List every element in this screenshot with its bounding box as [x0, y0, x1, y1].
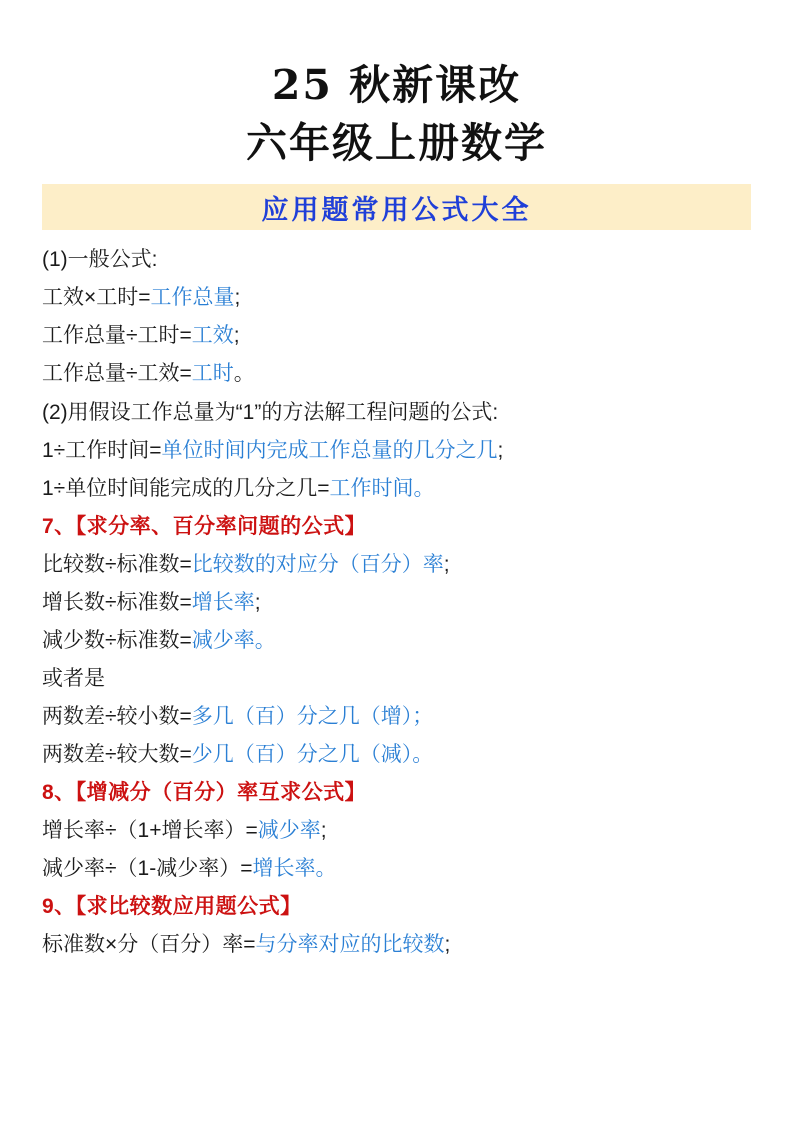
formula-content [42, 243, 751, 961]
formula-text: 1÷单位时间能完成的几分之几= [42, 476, 330, 500]
formula-text: ; [233, 324, 240, 348]
formula-text: 工作总量÷工时= [42, 324, 192, 348]
formula-line [42, 243, 751, 277]
formula-answer-text: 多几（百）分之几（增）； [191, 704, 434, 728]
formula-text: 9、【求比较数应用题公式】 [42, 894, 302, 918]
formula-answer-text: 工作总量 [150, 286, 235, 310]
formula-text: ; [444, 932, 451, 956]
formula-text: 增长率÷（1+增长率）= [42, 818, 258, 842]
formula-text: 或者是 [42, 666, 105, 690]
formula-text: (2)用假设工作总量为“1”的方法解工程问题的公式: [42, 400, 499, 424]
formula-line [42, 928, 751, 962]
formula-text: 。 [233, 362, 255, 386]
formula-line [42, 624, 751, 658]
formula-section-heading [42, 510, 751, 544]
formula-answer-text: 工效 [191, 324, 234, 348]
formula-text: 两数差÷较大数= [42, 742, 192, 766]
page-title-line-2: 六年级上册数学 [246, 119, 547, 168]
formula-line [42, 662, 751, 696]
formula-text: 增长数÷标准数= [42, 590, 192, 614]
formula-line [42, 319, 751, 353]
formula-answer-text: 工作时间。 [329, 476, 435, 500]
formula-section-heading [42, 776, 751, 810]
formula-text: 1÷工作时间= [42, 438, 162, 462]
formula-text: ; [320, 818, 327, 842]
section-banner-label: 应用题常用公式大全 [261, 194, 532, 226]
formula-line [42, 738, 751, 772]
formula-line [42, 396, 751, 430]
formula-answer-text: 减少率 [257, 818, 321, 842]
formula-text: ; [497, 438, 504, 462]
formula-answer-text: 少几（百）分之几（减）。 [191, 742, 434, 766]
formula-text: (1)一般公式: [42, 248, 158, 272]
formula-text: ; [234, 286, 241, 310]
document-title-block [42, 0, 751, 172]
formula-line [42, 434, 751, 468]
formula-line [42, 814, 751, 848]
formula-line [42, 357, 751, 391]
formula-line [42, 700, 751, 734]
formula-answer-text: 与分率对应的比较数 [255, 932, 445, 956]
formula-line [42, 548, 751, 582]
formula-text: 减少率÷（1-减少率）= [42, 856, 253, 880]
formula-text: ; [443, 552, 450, 576]
formula-line [42, 472, 751, 506]
formula-text: 比较数÷标准数= [42, 552, 192, 576]
formula-section-heading [42, 890, 751, 924]
formula-text: 两数差÷较小数= [42, 704, 192, 728]
formula-line [42, 852, 751, 886]
formula-text: 工效×工时= [42, 286, 151, 310]
formula-text: 工作总量÷工效= [42, 362, 192, 386]
formula-text: 8、【增减分（百分）率互求公式】 [42, 780, 367, 804]
formula-answer-text: 比较数的对应分（百分）率 [191, 552, 444, 576]
formula-text: ; [254, 590, 261, 614]
formula-answer-text: 增长率。 [252, 856, 337, 880]
formula-line [42, 281, 751, 315]
formula-text: 7、【求分率、百分率问题的公式】 [42, 514, 367, 538]
formula-answer-text: 增长率 [191, 590, 255, 614]
formula-text: 减少数÷标准数= [42, 628, 192, 652]
page-title-line-1: 25 秋新课改 [271, 61, 522, 109]
formula-line [42, 586, 751, 620]
section-banner [42, 184, 751, 230]
formula-answer-text: 减少率。 [191, 628, 276, 652]
formula-text: 标准数×分（百分）率= [42, 932, 256, 956]
formula-answer-text: 单位时间内完成工作总量的几分之几 [161, 438, 498, 462]
formula-answer-text: 工时 [191, 362, 234, 386]
